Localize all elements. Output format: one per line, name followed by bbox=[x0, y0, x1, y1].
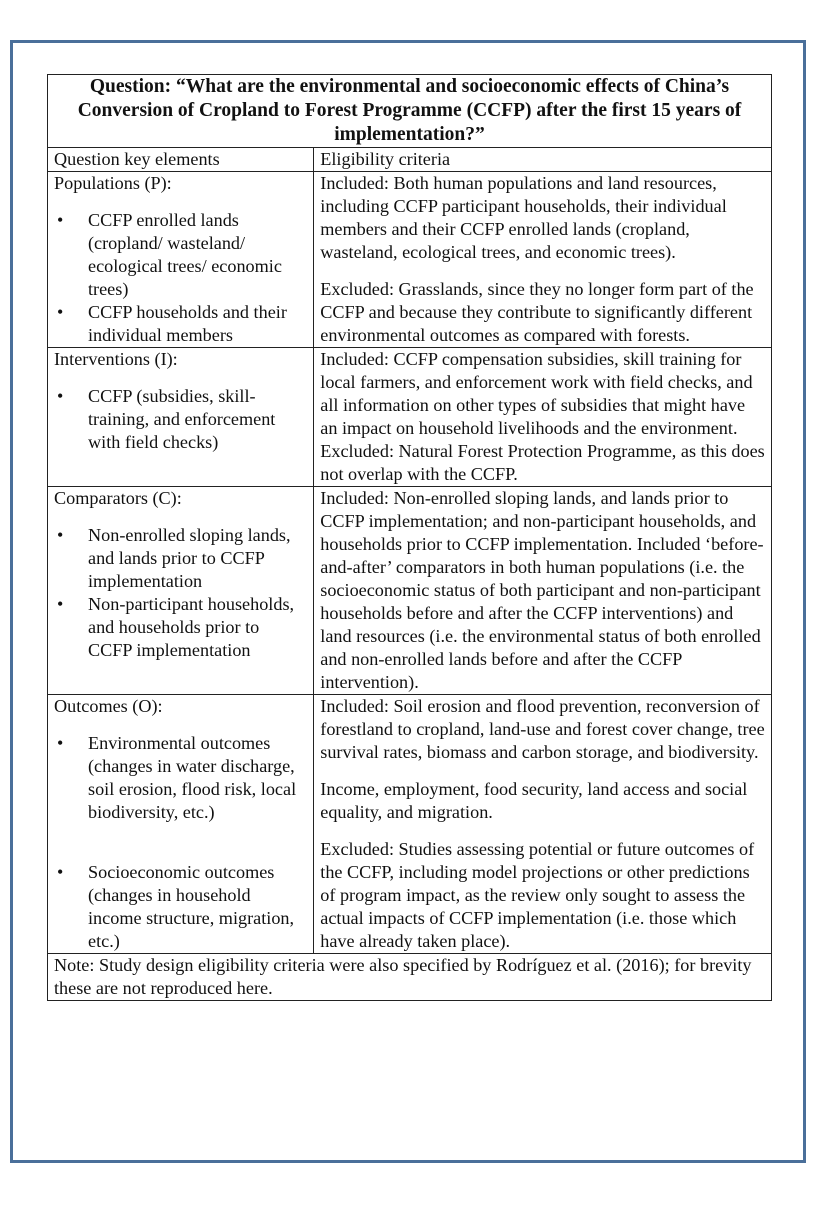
table-row bbox=[48, 348, 772, 487]
table-row bbox=[48, 487, 772, 695]
list-item: • Environmental outcomes (changes in water discharge, soil erosion, flood risk, local biodiversity, etc.) bbox=[88, 732, 307, 824]
bullet-list bbox=[54, 385, 307, 454]
criteria-paragraph: Included: Non-enrolled sloping lands, and lands prior to CCFP implementation; and non-participant households, and households prior to CCFP implementation. Included ‘before-and-after’ comparators in both human populations (i.e. the socioeconomic status of both participant and non-participant households before and after the CCFP interventions) and land resources (i.e. the environmental status of both enrolled and non-enrolled lands before and after the CCFP intervention). bbox=[320, 488, 764, 692]
criteria-cell bbox=[314, 695, 772, 954]
criteria-paragraph: Included: Soil erosion and flood prevention, reconversion of forestland to cropland, land-use and forest cover change, tree survival rates, biomass and carbon storage, and biodiversity. bbox=[320, 696, 765, 762]
table-row bbox=[48, 695, 772, 954]
key-element-cell bbox=[48, 172, 314, 348]
criteria-cell bbox=[314, 348, 772, 487]
list-item: • CCFP households and their individual members bbox=[88, 301, 307, 347]
bullet-list bbox=[54, 524, 307, 662]
pico-table bbox=[47, 74, 772, 1001]
row-label: Comparators (C): bbox=[54, 488, 182, 508]
list-item: • Socioeconomic outcomes (changes in household income structure, migration, etc.) bbox=[88, 861, 307, 953]
criteria-paragraph: Included: Both human populations and land resources, including CCFP participant households, their individual members and their CCFP enrolled lands (cropland, wasteland, ecological trees, and economic trees). bbox=[320, 173, 727, 262]
criteria-cell bbox=[314, 172, 772, 348]
row-label: Outcomes (O): bbox=[54, 696, 163, 716]
criteria-paragraph: Excluded: Studies assessing potential or future outcomes of the CCFP, including model projections or other predictions of program impact, as the review only sought to assess the actual impacts of CCFP implementation (i.e. those which have already taken place). bbox=[320, 839, 755, 951]
list-item: • Non-enrolled sloping lands, and lands prior to CCFP implementation bbox=[88, 524, 307, 593]
row-label: Populations (P): bbox=[54, 173, 172, 193]
question-header: Question: “What are the environmental and socioeconomic effects of China’s Conversion of Cropland to Forest Programme (CCFP) after the first 15 years of implementation?” bbox=[48, 75, 772, 148]
table-note: Note: Study design eligibility criteria were also specified by Rodríguez et al. (2016); for brevity these are not reproduced here. bbox=[48, 954, 772, 1001]
key-element-cell bbox=[48, 348, 314, 487]
key-element-cell bbox=[48, 487, 314, 695]
criteria-paragraph: Excluded: Natural Forest Protection Programme, as this does not overlap with the CCFP. bbox=[320, 441, 765, 484]
table-row bbox=[48, 172, 772, 348]
bullet-list bbox=[54, 732, 307, 953]
column-header-eligibility: Eligibility criteria bbox=[314, 148, 772, 172]
key-element-cell bbox=[48, 695, 314, 954]
list-item: • CCFP enrolled lands (cropland/ wasteland/ ecological trees/ economic trees) bbox=[88, 209, 307, 301]
criteria-paragraph: Income, employment, food security, land access and social equality, and migration. bbox=[320, 779, 748, 822]
bullet-list bbox=[54, 209, 307, 347]
criteria-paragraph: Included: CCFP compensation subsidies, skill training for local farmers, and enforcement work with field checks, and all information on other types of subsidies that might have an impact on household livelihoods and the environment. bbox=[320, 349, 753, 438]
list-item: • CCFP (subsidies, skill-training, and enforcement with field checks) bbox=[88, 385, 307, 454]
criteria-cell bbox=[314, 487, 772, 695]
criteria-paragraph: Excluded: Grasslands, since they no longer form part of the CCFP and because they contribute to significantly different environmental outcomes as compared with forests. bbox=[320, 279, 754, 345]
column-header-key-elements: Question key elements bbox=[48, 148, 314, 172]
row-label: Interventions (I): bbox=[54, 349, 178, 369]
list-item: • Non-participant households, and households prior to CCFP implementation bbox=[88, 593, 307, 662]
